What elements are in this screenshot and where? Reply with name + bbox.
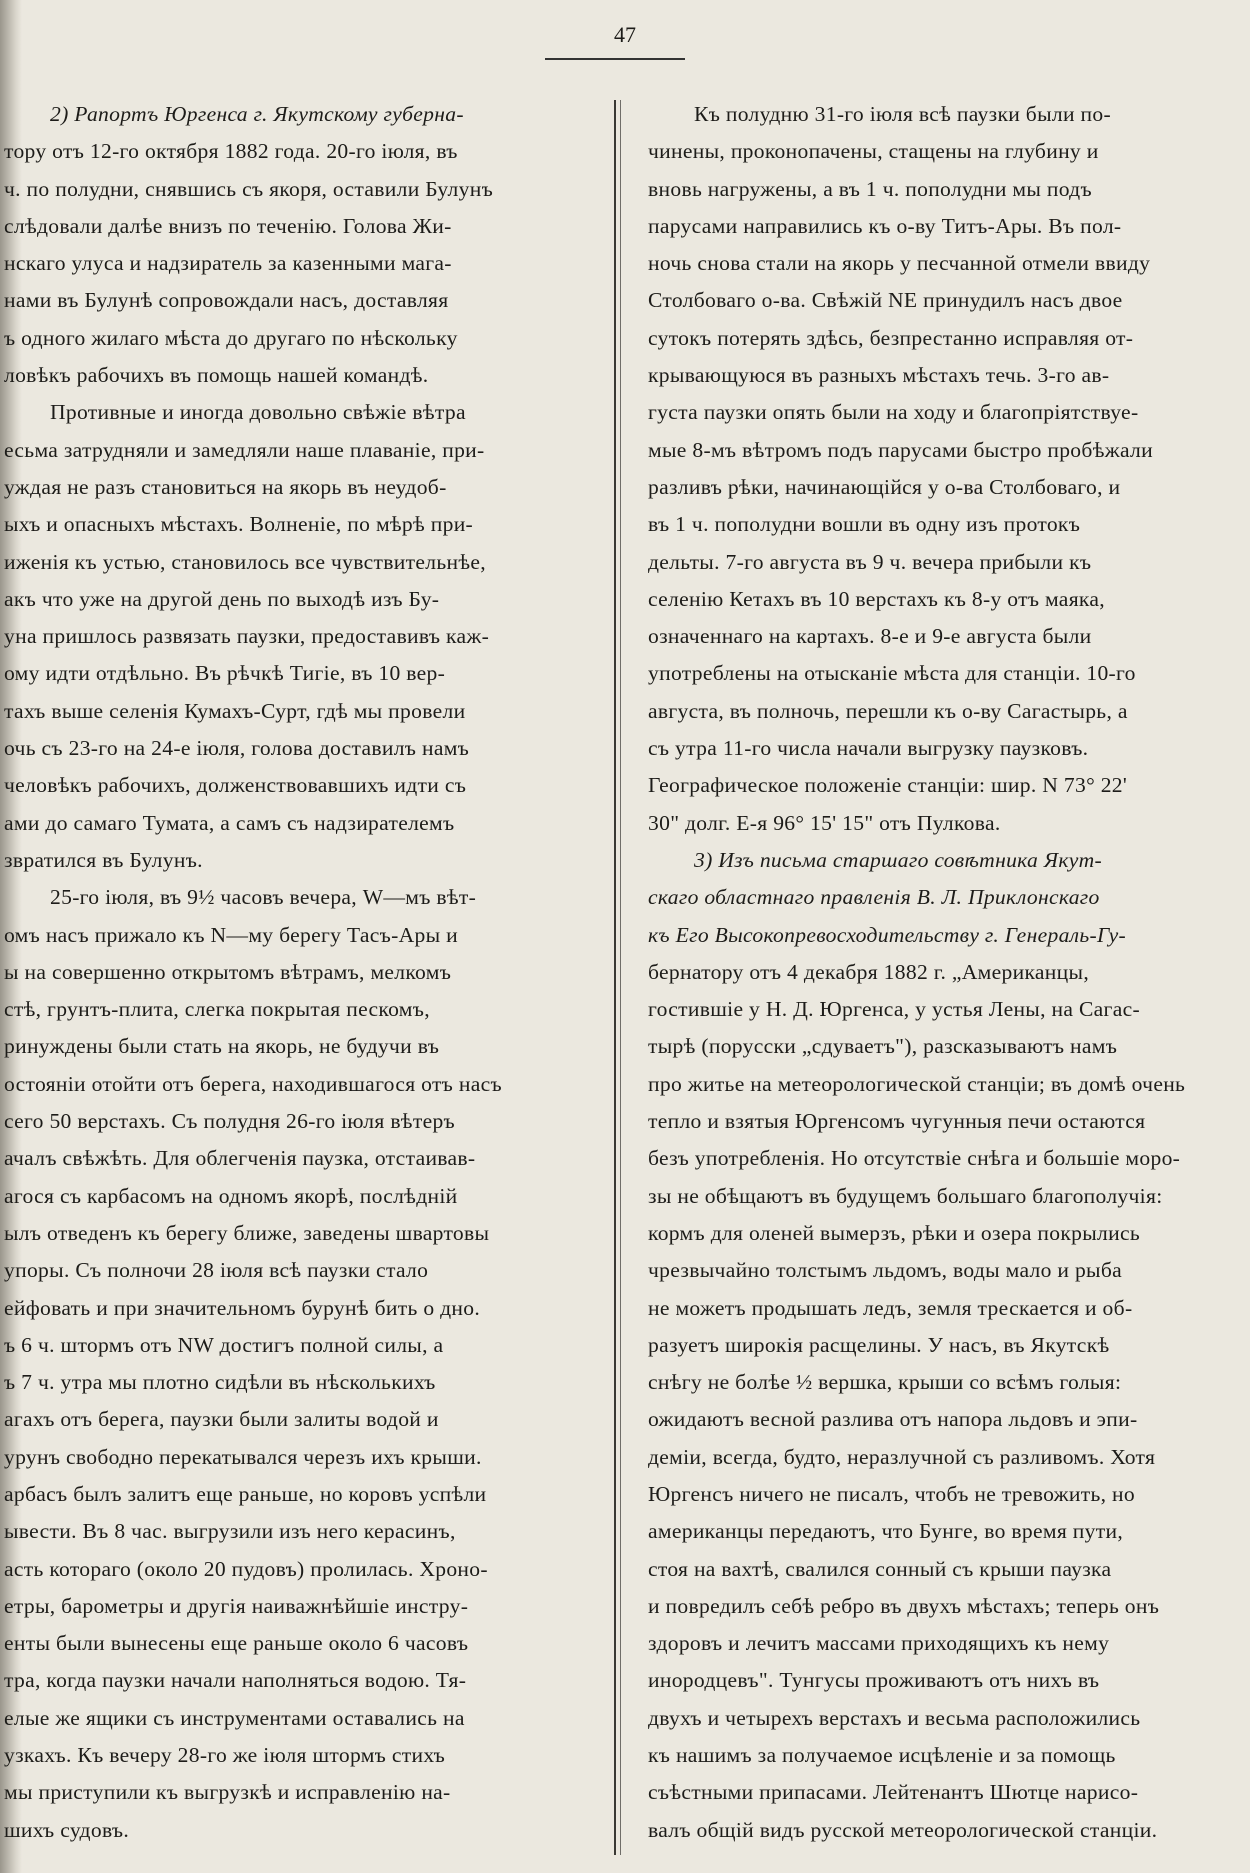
- right-column-text-line: гостившіе у Н. Д. Юргенса, у устья Лены, на Сагас-: [648, 997, 1140, 1022]
- left-column-text-line: омъ насъ прижало къ N—му берегу Тасъ-Ары и: [4, 922, 458, 947]
- left-column-text-line: тору отъ 12-го октября 1882 года. 20-го іюля, въ: [4, 139, 458, 164]
- right-column-text-line: зы не обѣщаютъ въ будущемъ большаго благополучія:: [648, 1183, 1163, 1208]
- left-column-text-line: ъ одного жилаго мѣста до другаго по нѣскольку: [4, 325, 458, 350]
- right-column-text-line: здоровъ и лечитъ массами приходящихъ къ нему: [648, 1631, 1110, 1656]
- left-column-text-line: ыхъ и опасныхъ мѣстахъ. Волненіе, по мѣрѣ при-: [4, 512, 474, 537]
- right-column-text-line: употреблены на отысканіе мѣста для станціи. 10-го: [648, 661, 1136, 686]
- left-column-text-line: ловѣкъ рабочихъ въ помощь нашей командѣ.: [4, 363, 429, 388]
- left-column-text-line: ы на совершенно открытомъ вѣтрамъ, мелкомъ: [4, 959, 452, 984]
- left-column-text-line: тахъ выше селенія Кумахъ-Сурт, гдѣ мы провели: [4, 698, 466, 723]
- right-column-text-line: безъ употребленія. Но отсутствіе снѣга и большіе моро-: [648, 1146, 1181, 1171]
- left-column-text-line: ъ 6 ч. штормъ отъ NW достигъ полной силы, а: [4, 1332, 444, 1357]
- left-column-text-line: ринуждены были стать на якорь, не будучи въ: [4, 1034, 440, 1059]
- right-column-text-line: снѣгу не болѣе ½ вершка, крыши со всѣмъ голыя:: [648, 1370, 1122, 1395]
- right-column-text-line: селенію Кетахъ въ 10 верстахъ къ 8-у отъ маяка,: [648, 586, 1105, 611]
- left-column-text-line: акъ что уже на другой день по выходѣ изъ Бу-: [4, 586, 440, 611]
- left-column-text-line: звратился въ Булунъ.: [4, 847, 203, 872]
- right-column-text-line: Къ полудню 31-го іюля всѣ паузки были по-: [694, 102, 1111, 126]
- right-column-text-line: американцы передаютъ, что Бунге, во время пути,: [648, 1519, 1124, 1544]
- right-column-text-line: въ 1 ч. пополудни вошли въ одну изъ протокъ: [648, 512, 1081, 537]
- left-column-text-line: 2) Рапортъ Юргенса г. Якутскому губерна-: [50, 102, 464, 126]
- right-column-text-line: вновь нагружены, а въ 1 ч. пополудни мы подъ: [648, 176, 1092, 201]
- left-column-text-line: шихъ судовъ.: [4, 1817, 130, 1842]
- left-column-text-line: агахъ отъ берега, паузки были залиты водой и: [4, 1407, 439, 1432]
- left-column-text-line: ами до самаго Тумата, а самъ съ надзирателемъ: [4, 810, 455, 835]
- left-column-text-line: нскаго улуса и надзиратель за казенными мага-: [4, 251, 452, 276]
- right-column-text-line: Столбоваго о-ва. Свѣжій NE принудилъ насъ двое: [648, 288, 1123, 313]
- right-column-text-line: сутокъ потерять здѣсь, безпрестанно исправляя от-: [648, 325, 1134, 350]
- right-column-text-line: разуетъ широкія расщелины. У насъ, въ Якутскѣ: [648, 1332, 1110, 1357]
- right-column-text-line: не можетъ продышать ледъ, земля трескается и об-: [648, 1295, 1133, 1320]
- right-column-text-line: стоя на вахтѣ, свалился сонный съ крыши паузка: [648, 1556, 1112, 1581]
- right-column-text-line: валъ общій видъ русской метеорологической станціи.: [648, 1817, 1158, 1842]
- header-rule: [545, 58, 685, 60]
- right-column-text-line: съѣстными припасами. Лейтенантъ Шютце нарисо-: [648, 1780, 1139, 1805]
- right-column-text-line: двухъ и четырехъ верстахъ и весьма расположились: [648, 1705, 1141, 1730]
- left-column-text-line: ейфовать и при значительномъ бурунѣ бить о дно.: [4, 1295, 481, 1320]
- right-column-text-line: Географическое положеніе станціи: шир. N 73° 22': [648, 773, 1128, 798]
- left-column-text-line: 25-го іюля, въ 9½ часовъ вечера, W—мъ вѣт-: [50, 885, 477, 910]
- left-column-text-line: остояніи отойти отъ берега, находившагося отъ насъ: [4, 1071, 502, 1096]
- right-column-text-line: съ утра 11-го числа начали выгрузку паузковъ.: [648, 736, 1089, 761]
- left-column-text-line: асть котораго (около 20 пудовъ) пролилась. Хроно-: [4, 1556, 488, 1581]
- right-column-text-line: бернатору отъ 4 декабря 1882 г. „Американцы,: [648, 959, 1090, 984]
- left-column-text-line: мы приступили къ выгрузкѣ и исправленію на-: [4, 1780, 451, 1805]
- right-column-text-line: ожидаютъ весной разлива отъ напора льдовъ и эпи-: [648, 1407, 1138, 1432]
- left-column-text-line: уждая не разъ становиться на якорь въ неудоб-: [4, 474, 447, 499]
- right-column-text-line: августа, въ полночь, перешли къ о-ву Сагастырь, а: [648, 698, 1128, 723]
- left-column-text-line: ъ 7 ч. утра мы плотно сидѣли въ нѣсколькихъ: [4, 1370, 436, 1395]
- left-column-text-line: уна пришлось развязать паузки, предоставивъ каж-: [4, 624, 490, 649]
- right-column-text-line: мые 8-мъ вѣтромъ подъ парусами быстро пробѣжали: [648, 437, 1153, 462]
- left-column-text-line: елые же ящики съ инструментами оставались на: [4, 1705, 465, 1730]
- right-column-text-line: инородцевъ". Тунгусы проживаютъ отъ нихъ въ: [648, 1668, 1100, 1693]
- left-column-text-line: агося съ карбасомъ на одномъ якорѣ, послѣдній: [4, 1183, 458, 1208]
- left-column-text-line: тра, когда паузки начали наполняться водою. Тя-: [4, 1668, 467, 1693]
- left-column-text-line: слѣдовали далѣе внизъ по теченію. Голова Жи-: [4, 213, 452, 238]
- right-column-text-line: крывающуюся въ разныхъ мѣстахъ течь. 3-го ав-: [648, 363, 1110, 388]
- column-divider-secondary: [620, 100, 621, 1855]
- right-column-text-line: чрезвычайно толстымъ льдомъ, воды мало и рыба: [648, 1258, 1123, 1283]
- left-column-text-line: етры, барометры и другія наиважнѣйшіе инстру-: [4, 1593, 469, 1618]
- left-column-text-line: есьма затрудняли и замедляли наше плаваніе, при-: [4, 437, 485, 462]
- right-column-text-line: густа паузки опять были на ходу и благопріятствуе-: [648, 400, 1139, 425]
- right-column-text-line: Юргенсъ ничего не писалъ, чтобъ не тревожить, но: [648, 1481, 1135, 1506]
- left-column-text-line: арбасъ былъ залитъ еще раньше, но коровъ успѣли: [4, 1481, 487, 1506]
- column-divider: [614, 100, 616, 1855]
- left-column-text-line: иженія къ устью, становилось все чувствительнѣе,: [4, 549, 486, 574]
- left-column-text-line: ывести. Въ 8 час. выгрузили изъ него керасинъ,: [4, 1519, 456, 1544]
- left-column-text-line: ому идти отдѣльно. Въ рѣчкѣ Тигіе, въ 10 вер-: [4, 661, 446, 686]
- right-column: [648, 96, 1238, 1849]
- left-column-text-line: упоры. Съ полночи 28 іюля всѣ паузки стало: [4, 1258, 429, 1283]
- right-column-text-line: тепло и взятыя Юргенсомъ чугунныя печи остаются: [648, 1109, 1146, 1134]
- left-column-text-line: стѣ, грунтъ-плита, слегка покрытая пескомъ,: [4, 997, 430, 1022]
- right-column-text-line: скаго областнаго правленія В. Л. Приклонскаго: [648, 885, 1100, 910]
- right-column-text-line: ночь снова стали на якорь у песчанной отмели ввиду: [648, 251, 1151, 276]
- left-column-text-line: узкахъ. Къ вечеру 28-го же іюля штормъ стихъ: [4, 1743, 446, 1768]
- right-column-text-line: и повредилъ себѣ ребро въ двухъ мѣстахъ; теперь онъ: [648, 1593, 1160, 1618]
- page-number: 47: [614, 22, 636, 47]
- right-column-text-line: чинены, проконопачены, стащены на глубину и: [648, 139, 1099, 164]
- left-column-text-line: енты были вынесены еще раньше около 6 часовъ: [4, 1631, 469, 1656]
- right-column-text-line: тырѣ (порусски „сдуваетъ"), разсказываютъ намъ: [648, 1034, 1118, 1059]
- left-column-text-line: ч. по полудни, снявшись съ якоря, оставили Булунъ: [4, 176, 494, 201]
- right-column-text-line: парусами направились къ о-ву Титъ-Ары. Въ пол-: [648, 213, 1122, 238]
- left-column-text-line: Противные и иногда довольно свѣжіе вѣтра: [50, 400, 466, 425]
- right-column-text-line: 3) Изъ письма старшаго совѣтника Якут-: [694, 847, 1103, 872]
- left-column-text-line: нами въ Булунѣ сопровождали насъ, доставляя: [4, 288, 449, 313]
- left-column-text-line: очь съ 23-го на 24-е іюля, голова доставилъ намъ: [4, 736, 470, 761]
- right-column-text-line: разливъ рѣки, начинающійся у о-ва Столбоваго, и: [648, 474, 1121, 499]
- right-column-text-line: деміи, всегда, будто, неразлучной съ разливомъ. Хотя: [648, 1444, 1156, 1469]
- right-column-text-line: про житье на метеорологической станціи; въ домѣ очень: [648, 1071, 1186, 1096]
- left-column-text-line: сего 50 верстахъ. Съ полудня 26-го іюля вѣтеръ: [4, 1109, 456, 1134]
- left-column-text-line: ылъ отведенъ къ берегу ближе, заведены швартовы: [4, 1220, 490, 1245]
- right-column-text-line: 30" долг. E-я 96° 15' 15" отъ Пулкова.: [648, 810, 1001, 835]
- left-column-text-line: человѣкъ рабочихъ, долженствовавшихъ идти съ: [4, 773, 467, 798]
- right-column-text-line: кормъ для оленей вымерзъ, рѣки и озера покрылись: [648, 1220, 1141, 1245]
- right-column-text-line: дельты. 7-го августа въ 9 ч. вечера прибыли къ: [648, 549, 1092, 574]
- left-column: [4, 96, 604, 1849]
- left-column-text-line: ачалъ свѣжѣть. Для облегченія паузка, отстаивав-: [4, 1146, 476, 1171]
- left-column-text-line: урунъ свободно перекатывался черезъ ихъ крыши.: [4, 1444, 482, 1469]
- right-column-text-line: къ нашимъ за получаемое исцѣленіе и за помощь: [648, 1743, 1116, 1768]
- right-column-text-line: означеннаго на картахъ. 8-е и 9-е августа были: [648, 624, 1092, 649]
- right-column-text-line: къ Его Высокопревосходительству г. Генераль-Гу-: [648, 922, 1127, 947]
